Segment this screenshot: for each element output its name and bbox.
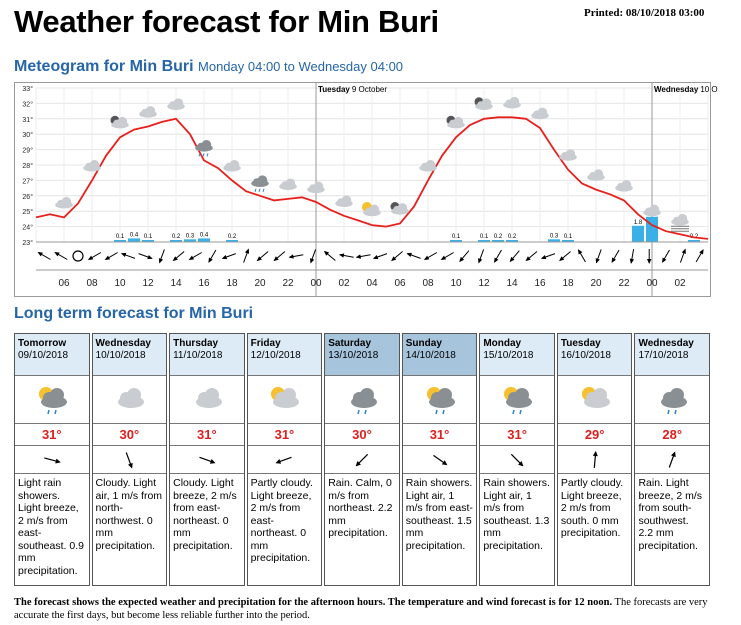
precip-bar	[198, 238, 210, 242]
cloud-shape	[286, 178, 296, 188]
forecast-day-column	[14, 333, 90, 586]
x-tick-label: 06	[394, 278, 406, 289]
forecast-day-date: 10/10/2018	[95, 350, 146, 361]
forecast-day-column	[247, 333, 323, 586]
wind-arrow-icon	[325, 446, 399, 474]
cloud-shape	[118, 117, 128, 127]
forecast-description: Light rain showers. Light breeze, 2 m/s from east-southeast. 0.9 mm precipitation.	[18, 477, 84, 577]
forecast-description: Partly cloudy. Light breeze, 2 m/s from east-northeast. 0 mm precipitation.	[250, 477, 313, 564]
forecast-temperature: 31°	[403, 424, 477, 446]
x-tick-label: 10	[450, 278, 462, 289]
precip-label: 1.8	[633, 219, 643, 226]
forecast-temperature: 31°	[248, 424, 322, 446]
precip-label: 0.1	[479, 234, 489, 240]
y-tick-label: 29°	[22, 147, 33, 155]
wind-arrow-icon	[403, 446, 477, 474]
x-tick-label: 00	[310, 278, 322, 289]
precip-bar	[632, 226, 644, 242]
cloud-shape	[370, 205, 380, 215]
cloud-shape	[454, 117, 464, 127]
x-tick-label: 08	[86, 278, 98, 289]
x-tick-label: 18	[226, 278, 238, 289]
day-label	[318, 85, 387, 94]
x-tick-label: 16	[534, 278, 546, 289]
cloud-shape	[510, 97, 520, 107]
wind-arrow-icon	[15, 446, 89, 474]
forecast-day-date: 17/10/2018	[638, 350, 689, 361]
wind-arrow-icon	[248, 446, 322, 474]
cloud-shape	[202, 140, 212, 150]
wind-arrow-icon	[635, 446, 709, 474]
cloud-shape	[398, 203, 408, 213]
precip-label: 0.2	[689, 234, 699, 240]
forecast-day-name: Thursday	[173, 338, 219, 349]
meteogram-subtitle: Monday 04:00 to Wednesday 04:00	[198, 59, 404, 74]
y-tick-label: 27°	[22, 178, 33, 186]
forecast-temperature: 29°	[558, 424, 632, 446]
y-tick-label: 24°	[22, 224, 33, 232]
y-tick-label: 28°	[22, 163, 33, 170]
cloud-shape	[538, 108, 548, 118]
cloud-shape	[566, 149, 576, 159]
x-tick-label: 02	[338, 278, 350, 289]
forecast-day-column	[479, 333, 555, 586]
rain-icon	[325, 376, 399, 424]
meteogram-frame	[15, 83, 711, 297]
forecast-day-date: 15/10/2018	[483, 350, 534, 361]
cloud-shape	[90, 160, 100, 170]
precip-label: 0.3	[185, 233, 195, 240]
wind-arrow-icon	[480, 446, 554, 474]
day-name: Tuesday	[318, 85, 350, 94]
precip-label: 0.2	[507, 234, 517, 240]
day-date: 9 October	[351, 85, 388, 94]
forecast-description: Rain showers. Light air, 1 m/s from east-southeast. 1.5 mm precipitation.	[405, 477, 473, 552]
forecast-day-date: 13/10/2018	[328, 350, 379, 361]
x-tick-label: 22	[282, 278, 294, 289]
footer-normal-text: The forecasts are very accurate the first days, but become less reliable further into the period.	[14, 597, 708, 621]
cloud-shape	[230, 160, 240, 170]
forecast-day-column	[92, 333, 168, 586]
light-rain-showers-icon	[15, 376, 89, 424]
cloud-shape	[62, 197, 72, 207]
footer-bold-text: The forecast shows the expected weather and precipitation for the afternoon hours. The temperature and wind forecast is for 12 noon.	[14, 597, 613, 608]
footer-note	[14, 596, 726, 622]
forecast-day-name: Tomorrow	[18, 338, 67, 349]
x-tick-label: 18	[562, 278, 574, 289]
cloud-shape	[146, 106, 156, 116]
precip-bar	[646, 217, 658, 242]
precip-label: 0.1	[563, 234, 573, 240]
day-label	[654, 85, 718, 94]
precip-label: 0.1	[115, 234, 125, 240]
wind-arrow-icon	[93, 446, 167, 474]
x-tick-label: 02	[674, 278, 686, 289]
x-tick-label: 16	[198, 278, 210, 289]
x-tick-label: 22	[618, 278, 630, 289]
partly-cloudy-icon	[558, 376, 632, 424]
y-tick-label: 32°	[22, 101, 33, 109]
forecast-description: Cloudy. Light breeze, 2 m/s from east-northeast. 0 mm precipitation.	[173, 477, 237, 552]
x-tick-label: 04	[366, 278, 378, 289]
forecast-temperature: 30°	[93, 424, 167, 446]
cloud-shape	[482, 98, 492, 108]
forecast-day-column	[324, 333, 400, 586]
cloud-shape	[678, 214, 688, 224]
rain-icon	[635, 376, 709, 424]
precip-label: 0.4	[129, 232, 139, 239]
precip-label: 0.3	[549, 233, 559, 240]
x-tick-label: 10	[114, 278, 126, 289]
forecast-description: Cloudy. Light air, 1 m/s from north-northwest. 0 mm precipitation.	[95, 477, 163, 552]
forecast-day-name: Friday	[250, 338, 281, 349]
y-tick-label: 23°	[22, 240, 33, 247]
forecast-day-header	[403, 334, 477, 376]
x-tick-label: 14	[170, 278, 182, 289]
forecast-day-date: 09/10/2018	[18, 350, 69, 361]
wind-arrow-icon	[558, 446, 632, 474]
forecast-day-name: Wednesday	[638, 338, 694, 349]
cloud-shape	[174, 98, 184, 108]
forecast-day-name: Sunday	[405, 338, 442, 349]
forecast-day-date: 14/10/2018	[405, 350, 456, 361]
forecast-day-header	[15, 334, 89, 376]
y-tick-label: 26°	[22, 193, 33, 201]
y-tick-label: 30°	[22, 132, 33, 140]
forecast-day-column	[557, 333, 633, 586]
cloud-shape	[622, 180, 632, 190]
precip-bar	[128, 238, 140, 242]
forecast-day-column	[634, 333, 710, 586]
forecast-day-header	[325, 334, 399, 376]
precip-label: 0.1	[451, 234, 461, 240]
forecast-day-header	[480, 334, 554, 376]
forecast-day-name: Saturday	[328, 338, 372, 349]
wind-arrow-icon	[170, 446, 244, 474]
rain-showers-icon	[403, 376, 477, 424]
forecast-day-name: Wednesday	[95, 338, 151, 349]
forecast-temperature: 31°	[15, 424, 89, 446]
x-tick-label: 20	[590, 278, 602, 289]
x-tick-label: 06	[58, 278, 70, 289]
forecast-description: Rain showers. Light air, 1 m/s from southeast. 1.3 mm precipitation.	[483, 477, 550, 552]
forecast-day-column	[402, 333, 478, 586]
page-title: Weather forecast for Min Buri	[14, 4, 439, 39]
precip-label: 0.4	[199, 232, 209, 239]
forecast-description: Partly cloudy. Light breeze, 2 m/s from south. 0 mm precipitation.	[560, 477, 624, 539]
precip-label: 0.2	[493, 234, 503, 240]
long-term-forecast-table	[14, 333, 711, 586]
x-tick-label: 14	[506, 278, 518, 289]
long-term-title: Long term forecast for Min Buri	[14, 305, 254, 322]
cloud-shape	[650, 205, 660, 215]
forecast-day-header	[558, 334, 632, 376]
forecast-description: Rain. Light breeze, 2 m/s from south-southwest. 2.2 mm precipitation.	[638, 477, 703, 552]
cloudy-icon	[170, 376, 244, 424]
cloud-shape	[342, 195, 352, 205]
cloud-shape	[594, 169, 604, 179]
x-tick-label: 08	[422, 278, 434, 289]
day-date: 10 O	[700, 85, 718, 94]
day-name: Wednesday	[654, 85, 699, 94]
y-tick-label: 31°	[22, 116, 33, 124]
cloud-shape	[258, 175, 268, 185]
x-tick-label: 20	[254, 278, 266, 289]
forecast-day-date: 16/10/2018	[560, 350, 611, 361]
forecast-day-date: 11/10/2018	[173, 350, 223, 361]
forecast-temperature: 31°	[480, 424, 554, 446]
forecast-day-header	[93, 334, 167, 376]
forecast-day-header	[248, 334, 322, 376]
y-tick-label: 25°	[22, 209, 33, 217]
printed-timestamp: Printed: 08/10/2018 03:00	[584, 7, 705, 19]
forecast-description: Rain. Calm, 0 m/s from northeast. 2.2 mm precipitation.	[328, 477, 393, 539]
precip-label: 0.2	[171, 234, 181, 240]
meteogram-heading	[14, 58, 403, 76]
precip-label: 0.1	[143, 234, 153, 240]
forecast-day-header	[635, 334, 709, 376]
cloud-shape	[426, 160, 436, 170]
precip-label: 0.2	[227, 234, 237, 240]
cloud-shape	[314, 182, 324, 192]
cloudy-icon	[93, 376, 167, 424]
rain-showers-icon	[480, 376, 554, 424]
forecast-day-date: 12/10/2018	[250, 350, 301, 361]
meteogram-chart	[14, 82, 718, 297]
meteogram-title: Meteogram for Min Buri	[14, 58, 194, 75]
forecast-day-name: Tuesday	[560, 338, 601, 349]
partly-cloudy-icon	[248, 376, 322, 424]
forecast-day-name: Monday	[483, 338, 522, 349]
forecast-day-column	[169, 333, 245, 586]
forecast-temperature: 28°	[635, 424, 709, 446]
forecast-temperature: 31°	[170, 424, 244, 446]
x-tick-label: 12	[478, 278, 490, 289]
x-tick-label: 12	[142, 278, 154, 289]
x-tick-label: 00	[646, 278, 658, 289]
y-tick-label: 33°	[22, 86, 33, 93]
forecast-temperature: 30°	[325, 424, 399, 446]
forecast-day-header	[170, 334, 244, 376]
